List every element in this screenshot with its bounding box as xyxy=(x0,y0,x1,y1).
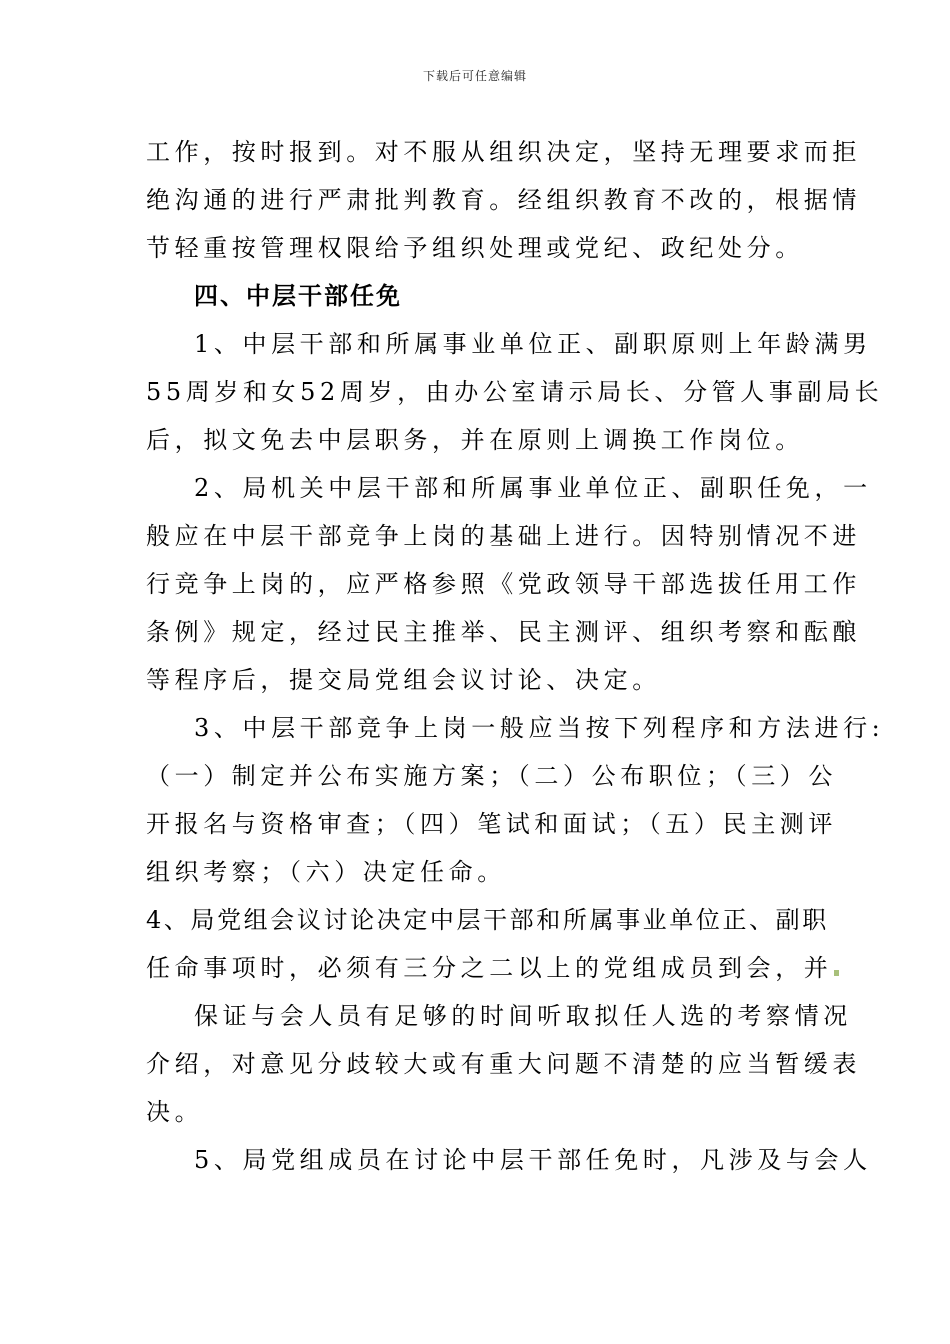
page-header: 下载后可任意编辑 xyxy=(422,69,527,83)
paragraph-line: （一）制定并公布实施方案；（二）公布职位；（三）公 xyxy=(146,762,837,790)
paragraph-line: 般应在中层干部竞争上岗的基础上进行。因特别情况不进 xyxy=(146,522,861,550)
paragraph-line: 4、局党组会议讨论决定中层干部和所属事业单位正、副职 xyxy=(146,906,829,934)
paragraph-line: 行竞争上岗的，应严格参照《党政领导干部选拔任用工作 xyxy=(146,570,861,598)
document-body xyxy=(146,128,885,1184)
paragraph-line: 保证与会人员有足够的时间听取拟任人选的考察情况 xyxy=(194,1002,852,1030)
paragraph-line: 组织考察；（六）决定任命。 xyxy=(146,858,506,886)
paragraph-mark-icon xyxy=(834,970,839,976)
paragraph-line: 55周岁和女52周岁，由办公室请示局长、分管人事副局长 xyxy=(146,378,884,406)
paragraph-line: 3、中层干部竞争上岗一般应当按下列程序和方法进行: xyxy=(194,714,885,742)
paragraph-line: 决。 xyxy=(146,1098,204,1126)
paragraph-line: 后，拟文免去中层职务，并在原则上调换工作岗位。 xyxy=(146,426,804,454)
paragraph-line: 等程序后，提交局党组会议讨论、决定。 xyxy=(146,666,661,694)
paragraph-line: 条例》规定，经过民主推举、民主测评、组织考察和酝酿 xyxy=(146,618,861,646)
paragraph-line: 绝沟通的进行严肃批判教育。经组织教育不改的，根据情 xyxy=(146,186,861,214)
paragraph-line: 5、局党组成员在讨论中层干部任免时，凡涉及与会人 xyxy=(194,1146,872,1174)
paragraph-line: 介绍，对意见分歧较大或有重大问题不清楚的应当暂缓表 xyxy=(146,1050,861,1078)
paragraph-line: 2、局机关中层干部和所属事业单位正、副职任免，一 xyxy=(194,474,872,502)
section-heading: 四、中层干部任免 xyxy=(194,282,402,310)
paragraph-line xyxy=(146,944,833,992)
paragraph-line: 开报名与资格审查；（四）笔试和面试；（五）民主测评 xyxy=(146,810,837,838)
paragraph-line: 工作，按时报到。对不服从组织决定，坚持无理要求而拒 xyxy=(146,138,861,166)
paragraph-line: 1、中层干部和所属事业单位正、副职原则上年龄满男 xyxy=(194,330,872,358)
paragraph-text: 任命事项时，必须有三分之二以上的党组成员到会，并 xyxy=(146,954,833,982)
paragraph-line: 节轻重按管理权限给予组织处理或党纪、政纪处分。 xyxy=(146,234,804,262)
